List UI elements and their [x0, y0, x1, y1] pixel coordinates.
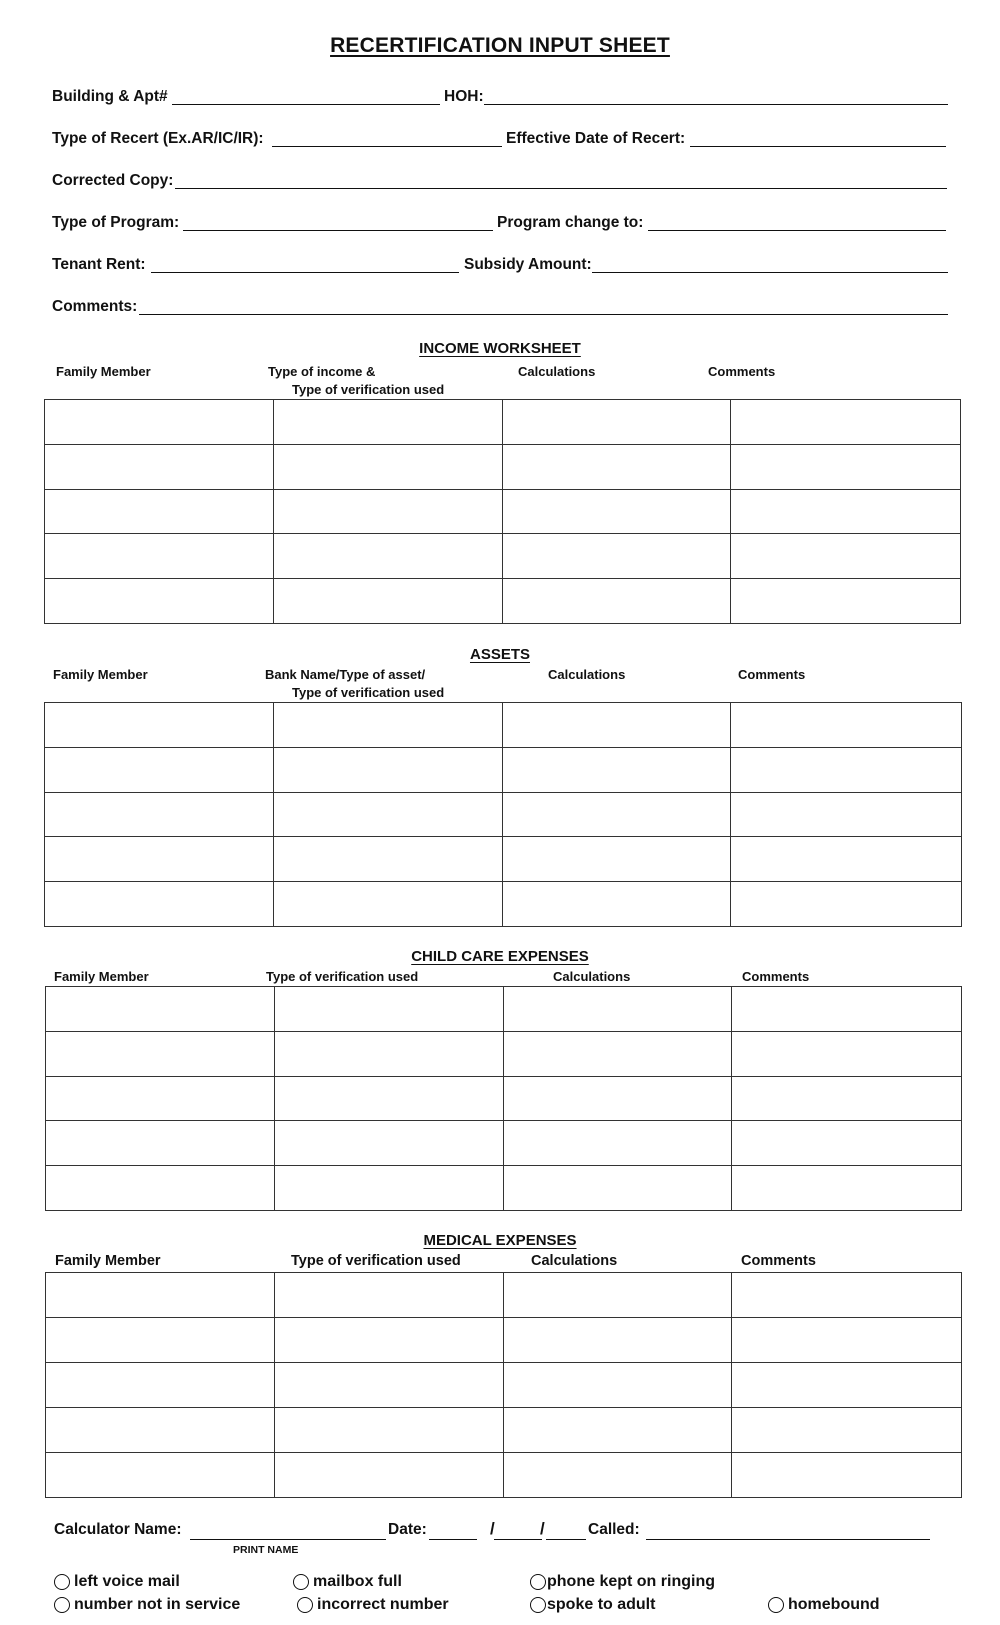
assets-col-calculations: Calculations: [548, 667, 626, 682]
radio-circle-icon[interactable]: [54, 1597, 70, 1613]
table-row: [46, 1273, 962, 1318]
type-of-program-line[interactable]: [183, 230, 493, 231]
date-month-line[interactable]: [429, 1539, 477, 1540]
table-row: [46, 1076, 962, 1121]
childcare-col-comments: Comments: [742, 969, 810, 984]
table-row: [45, 444, 961, 489]
childcare-section-title: CHILD CARE EXPENSES: [411, 948, 589, 965]
income-col-comments: Comments: [708, 364, 776, 379]
type-of-recert-line[interactable]: [272, 146, 502, 147]
childcare-col-family-member: Family Member: [54, 969, 149, 984]
option-number-not-in-service[interactable]: number not in service: [54, 1596, 240, 1614]
table-row: [45, 534, 961, 579]
hoh-line[interactable]: [484, 104, 948, 105]
table-row: [46, 1121, 962, 1166]
option-phone-kept-ringing[interactable]: phone kept on ringing: [530, 1573, 715, 1591]
called-label: Called:: [588, 1521, 640, 1538]
table-row: [46, 1318, 962, 1363]
income-col-calculations: Calculations: [518, 364, 596, 379]
calculator-name-label: Calculator Name:: [54, 1521, 182, 1538]
assets-table: [44, 702, 962, 927]
subsidy-amount-label: Subsidy Amount:: [464, 256, 592, 273]
medical-col-family-member: Family Member: [55, 1253, 161, 1269]
option-mailbox-full[interactable]: mailbox full: [293, 1573, 402, 1591]
date-slash-2: /: [540, 1519, 545, 1538]
table-row: [46, 1453, 962, 1498]
medical-section-title: MEDICAL EXPENSES: [423, 1232, 577, 1249]
option-incorrect-number[interactable]: incorrect number: [297, 1596, 449, 1614]
table-row: [46, 987, 962, 1032]
table-row: [45, 837, 962, 882]
option-left-voice-mail[interactable]: left voice mail: [54, 1573, 180, 1591]
table-row: [45, 792, 962, 837]
assets-col-type-line2: Type of verification used: [292, 685, 445, 700]
table-row: [46, 1363, 962, 1408]
table-row: [46, 1166, 962, 1211]
table-row: [45, 882, 962, 927]
radio-circle-icon[interactable]: [54, 1574, 70, 1590]
type-of-program-label: Type of Program:: [52, 214, 180, 231]
medical-col-type: Type of verification used: [291, 1253, 461, 1269]
subsidy-amount-line[interactable]: [592, 272, 948, 273]
building-apt-label: Building & Apt#: [52, 88, 168, 105]
table-row: [45, 489, 961, 534]
childcare-table: [45, 986, 962, 1211]
radio-circle-icon[interactable]: [530, 1597, 546, 1613]
income-section-title: INCOME WORKSHEET: [419, 340, 581, 357]
program-change-label: Program change to:: [497, 214, 644, 231]
option-homebound[interactable]: homebound: [768, 1596, 880, 1614]
date-day-line[interactable]: [494, 1539, 542, 1540]
radio-circle-icon[interactable]: [297, 1597, 313, 1613]
table-row: [46, 1031, 962, 1076]
corrected-copy-line[interactable]: [175, 188, 947, 189]
assets-col-family-member: Family Member: [53, 667, 148, 682]
assets-col-type-line1: Bank Name/Type of asset/: [265, 667, 426, 682]
childcare-col-calculations: Calculations: [553, 969, 631, 984]
effective-date-line[interactable]: [690, 146, 946, 147]
calculator-name-line[interactable]: [190, 1539, 386, 1540]
print-name-caption: PRINT NAME: [233, 1544, 299, 1556]
date-slash-1: /: [490, 1519, 495, 1538]
table-row: [45, 579, 961, 624]
table-row: [45, 747, 962, 792]
tenant-rent-label: Tenant Rent:: [52, 256, 146, 273]
table-row: [45, 400, 961, 445]
building-apt-line[interactable]: [172, 104, 440, 105]
childcare-col-type: Type of verification used: [266, 969, 419, 984]
tenant-rent-line[interactable]: [151, 272, 459, 273]
called-line[interactable]: [646, 1539, 930, 1540]
date-label: Date:: [388, 1521, 427, 1538]
effective-date-label: Effective Date of Recert:: [506, 130, 686, 147]
medical-col-comments: Comments: [741, 1253, 816, 1269]
type-of-recert-label: Type of Recert (Ex.AR/IC/IR):: [52, 130, 264, 147]
medical-table: [45, 1272, 962, 1498]
radio-circle-icon[interactable]: [530, 1574, 546, 1590]
comments-line[interactable]: [139, 314, 948, 315]
option-spoke-to-adult[interactable]: spoke to adult: [530, 1596, 655, 1614]
income-table: [44, 399, 961, 624]
income-col-type-line2: Type of verification used: [292, 382, 445, 397]
program-change-line[interactable]: [648, 230, 946, 231]
assets-col-comments: Comments: [738, 667, 806, 682]
radio-circle-icon[interactable]: [768, 1597, 784, 1613]
page-title: RECERTIFICATION INPUT SHEET: [330, 34, 670, 57]
hoh-label: HOH:: [444, 88, 484, 105]
medical-col-calculations: Calculations: [531, 1253, 618, 1269]
radio-circle-icon[interactable]: [293, 1574, 309, 1590]
income-col-family-member: Family Member: [56, 364, 151, 379]
income-col-type-line1: Type of income &: [268, 364, 376, 379]
date-year-line[interactable]: [546, 1539, 586, 1540]
assets-section-title: ASSETS: [469, 646, 530, 663]
table-row: [46, 1408, 962, 1453]
table-row: [45, 703, 962, 748]
corrected-copy-label: Corrected Copy:: [52, 172, 174, 189]
comments-label: Comments:: [52, 298, 138, 315]
